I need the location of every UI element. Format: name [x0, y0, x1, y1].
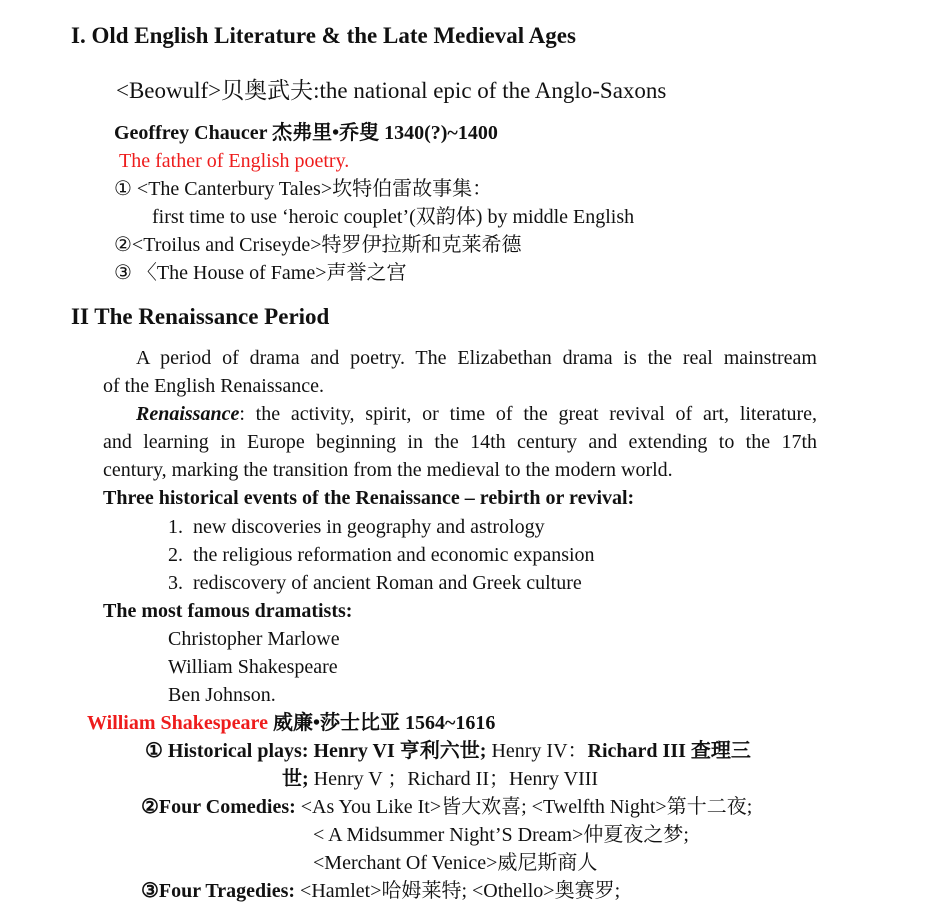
play: Henry IV： — [486, 740, 588, 762]
intro-line: of the English Renaissance. — [103, 375, 325, 397]
event-number: 3. — [168, 572, 183, 594]
comedies — [141, 794, 752, 820]
tragedies-label: ③Four Tragedies: — [141, 880, 296, 902]
chaucer-work: ① <The Canterbury Tales>坎特伯雷故事集： — [114, 178, 493, 200]
event-item — [168, 542, 595, 568]
section-1-title: I. Old English Literature & the Late Medieval Ages — [71, 23, 576, 48]
intro-line: A period of drama and poetry. The Elizabethan drama is the real mainstream — [136, 347, 817, 369]
comedy: <As You Like It>皆大欢喜; <Twelfth Night>第十二夜; — [295, 796, 753, 818]
comedy: < A Midsummer Night’S Dream>仲夏夜之梦; — [313, 824, 689, 846]
historical-plays — [145, 738, 751, 764]
definition-text: : the activity, spirit, or time of the great revival of art, literature, — [239, 403, 817, 425]
dramatist: Christopher Marlowe — [168, 628, 340, 650]
chaucer-heading: Geoffrey Chaucer 杰弗里•乔叟 1340(?)~1400 — [114, 122, 498, 144]
comedies-label: ②Four Comedies: — [141, 796, 296, 818]
events-heading: Three historical events of the Renaissance – rebirth or revival: — [103, 487, 635, 509]
dramatists-heading: The most famous dramatists: — [103, 600, 353, 622]
play: 世; — [282, 768, 309, 790]
event-text: rediscovery of ancient Roman and Greek culture — [193, 572, 582, 594]
definition-line: century, marking the transition from the medieval to the modern world. — [103, 459, 673, 481]
historical-label: ① Historical plays: Henry VI 亨利六世; — [145, 740, 487, 762]
renaissance-definition — [136, 401, 817, 427]
event-text: the religious reformation and economic expansion — [193, 544, 595, 566]
renaissance-term: Renaissance — [136, 403, 240, 425]
play: Henry V ；Richard II；Henry VIII — [308, 768, 599, 790]
definition-line: and learning in Europe beginning in the 14th century and extending to the 17th — [103, 431, 817, 453]
chaucer-work: ③ 〈The House of Fame>声誉之宫 — [114, 262, 407, 284]
section-2-title: II The Renaissance Period — [71, 304, 330, 329]
historical-plays-cont — [282, 766, 598, 792]
dramatist: William Shakespeare — [168, 656, 338, 678]
event-text: new discoveries in geography and astrology — [193, 516, 545, 538]
tragedies — [141, 878, 620, 904]
shakespeare-heading — [87, 710, 495, 736]
chaucer-work-note: first time to use ‘heroic couplet’(双韵体) by middle English — [152, 206, 635, 228]
event-item — [168, 514, 545, 540]
chaucer-work: ②<Troilus and Criseyde>特罗伊拉斯和克莱希德 — [114, 234, 522, 256]
chaucer-note: The father of English poetry. — [119, 150, 350, 172]
event-item — [168, 570, 582, 596]
event-number: 1. — [168, 516, 183, 538]
shakespeare-dates: 威廉•莎士比亚 1564~1616 — [267, 712, 496, 734]
beowulf-line: <Beowulf>贝奥武夫:the national epic of the Anglo-Saxons — [116, 78, 667, 103]
play: Richard III 查理三 — [587, 740, 751, 762]
dramatist: Ben Johnson. — [168, 684, 276, 706]
comedy: <Merchant Of Venice>威尼斯商人 — [313, 852, 598, 874]
shakespeare-name: William Shakespeare — [87, 712, 268, 734]
tragedy: <Hamlet>哈姆莱特; <Othello>奥赛罗; — [295, 880, 621, 902]
event-number: 2. — [168, 544, 183, 566]
